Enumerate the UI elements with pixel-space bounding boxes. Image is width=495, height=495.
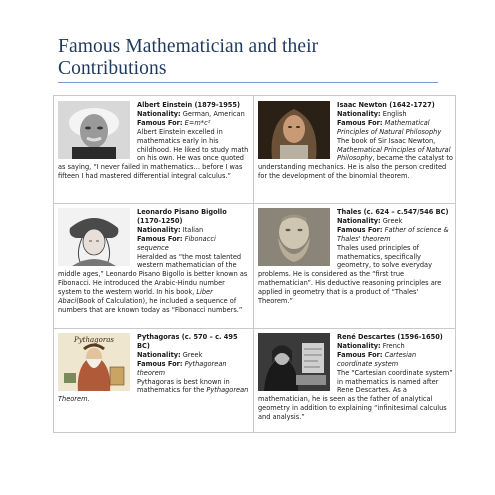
famous-for-newton: Mathematical Principles of Natural Philosophy: [337, 118, 442, 136]
name-pythagoras: Pythagoras (c. 570 – c. 495 BC): [137, 333, 238, 350]
name-newton: Isaac Newton (1642-1727): [337, 101, 435, 109]
label-famous-thales: Famous For:: [337, 225, 383, 234]
famous-for-einstein: E=m*c²: [184, 118, 211, 127]
label-famous-pythagoras: Famous For:: [137, 359, 183, 368]
pythagoras-photo: [58, 333, 130, 391]
famous-for-pythagoras: Pythagorean theorem: [137, 359, 227, 377]
card-fibonacci: [58, 208, 249, 315]
pythagoras-caption: Pythagoras: [74, 336, 114, 344]
card-thales: [258, 208, 453, 306]
bio-newton-italic: Mathematical Principles of Natural Philosophy: [337, 145, 451, 163]
title-underline: [58, 82, 438, 83]
bio-pythagoras-italic: Pythagorean Theorem.: [58, 386, 249, 404]
famous-for-descartes: Cartesian coordinate system: [337, 350, 417, 368]
document-title: [58, 36, 458, 80]
card-einstein: [58, 101, 249, 181]
bio-fibonacci-pre: Heralded as “the most talented western mathematician of the middle ages,” Leonardo Pisano Bigollo is better known as Fibonacci. He introduced the Arabic-Hindu number system to the western world. In his book,: [58, 252, 248, 297]
bio-pythagoras-pre: Pythagoras is best known in mathematics for the: [137, 377, 230, 395]
famous-for-fibonacci: Fibonacci sequence: [137, 234, 216, 252]
column-divider: [253, 96, 254, 432]
newton-photo: [258, 101, 330, 159]
label-nationality-einstein: Nationality:: [137, 109, 181, 118]
row-divider-1: [54, 203, 455, 204]
bio-einstein: Albert Einstein excelled in mathematics early in his childhood. He liked to study math on his own. He was once quoted as saying, “I never failed in mathematics… before I was fifteen I had mastered differential integral calculus.”: [58, 127, 249, 181]
einstein-photo: [58, 101, 130, 159]
row-divider-2: [54, 328, 455, 329]
bio-fibonacci-italic: Liber Abaci: [58, 288, 213, 306]
label-famous-fibonacci: Famous For:: [137, 234, 183, 243]
card-newton: [258, 101, 453, 181]
nationality-pythagoras: Greek: [182, 350, 203, 359]
label-nationality-fibonacci: Nationality:: [137, 225, 181, 234]
bio-newton-post: , became the catalyst to understanding mechanics. He is also the person credited for the development of the binomial theorem.: [258, 154, 453, 181]
label-nationality-pythagoras: Nationality:: [137, 350, 181, 359]
thales-photo: [258, 208, 330, 266]
nationality-einstein: German, American: [182, 109, 245, 118]
title-line-1: Famous Mathematician and their: [58, 36, 319, 57]
label-famous-newton: Famous For:: [337, 118, 383, 127]
name-einstein: Albert Einstein (1879-1955): [137, 101, 240, 109]
card-pythagoras: [58, 333, 249, 404]
nationality-newton: English: [382, 109, 407, 118]
card-descartes: [258, 333, 453, 422]
label-famous-descartes: Famous For:: [337, 350, 383, 359]
title-line-2: Contributions: [58, 58, 167, 79]
bio-thales: Thales used principles of mathematics, specifically geometry, to solve everyday problems. He is considered as the “first true mathematician”. His deductive reasoning principles are applied in geometry that is a product of “Thales' Theorem.”: [258, 243, 442, 306]
mathematician-table: [53, 95, 456, 433]
label-nationality-thales: Nationality:: [337, 216, 381, 225]
descartes-photo: [258, 333, 330, 391]
fibonacci-photo: [58, 208, 130, 266]
bio-descartes: The “Cartesian coordinate system” in mathematics is named after Rene Descartes. As a mathematician, he is seen as the father of analytical geometry in addition to explaining “infinitesimal calculus and analysis.”: [258, 368, 453, 422]
name-fibonacci: Leonardo Pisano Bigollo (1170-1250): [137, 208, 227, 225]
name-descartes: René Descartes (1596-1650): [337, 333, 443, 341]
bio-fibonacci-post: (Book of Calculation), he included a sequence of numbers that are known today as “Fibonacci numbers.”: [58, 297, 243, 314]
nationality-fibonacci: Italian: [182, 225, 204, 234]
name-thales: Thales (c. 624 – c.547/546 BC): [337, 208, 449, 216]
label-famous-einstein: Famous For:: [137, 118, 183, 127]
nationality-thales: Greek: [382, 216, 403, 225]
label-nationality-descartes: Nationality:: [337, 341, 381, 350]
nationality-descartes: French: [382, 341, 405, 350]
famous-for-thales: Father of science & Thales' theorem: [337, 225, 449, 243]
bio-newton-pre: The book of Sir Isaac Newton,: [337, 136, 436, 145]
label-nationality-newton: Nationality:: [337, 109, 381, 118]
